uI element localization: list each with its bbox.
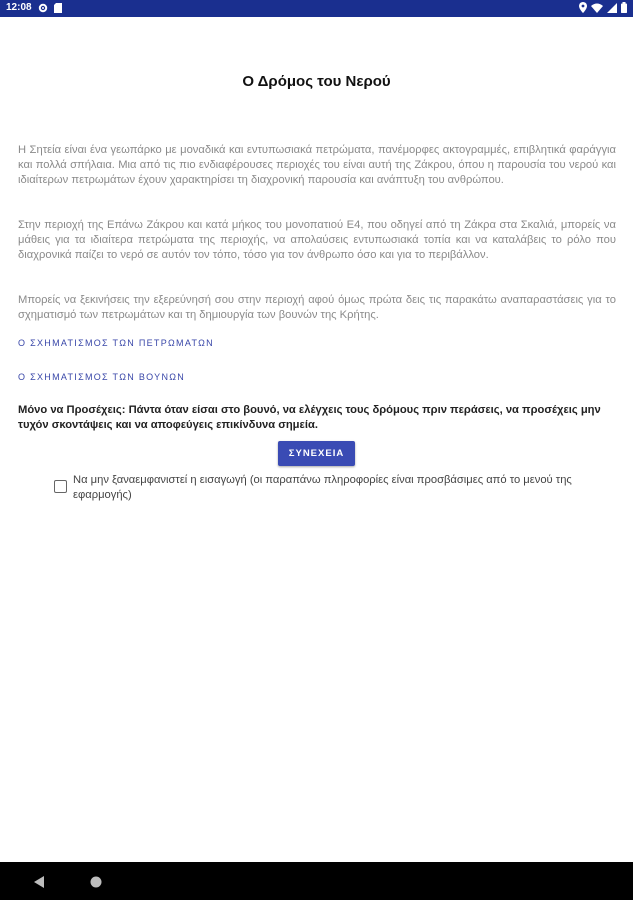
dont-show-again-label[interactable]: Να μην ξαναεμφανιστεί η εισαγωγή (οι παραπάνω πληροφορίες είναι προσβάσιμες από το μενού της εφαρμογής): [73, 474, 572, 501]
intro-paragraph-1: Η Σητεία είναι ένα γεωπάρκο με μοναδικά και εντυπωσιακά πετρώματα, πανέμορφες ακτογραμμές, επιβλητικά φαράγγια και πολλά σπήλαια. Μια από τις πιο ενδιαφέρουσες περιοχές του είναι αυτή της Ζάκρου, όπου η παρουσία του νερού και ιδιαίτερων πετρωμάτων έχουν χαρακτηρίσει τη διαχρονική παρουσία και ανάπτυξη του ανθρώπου.: [18, 144, 616, 186]
location-icon: [579, 2, 587, 13]
status-bar: [0, 0, 633, 17]
sd-card-icon: [54, 3, 62, 13]
battery-icon: [621, 2, 627, 13]
page-title: Ο Δρόμος του Νερού: [242, 73, 391, 90]
status-time: 12:08: [6, 2, 32, 13]
home-icon[interactable]: [90, 875, 102, 893]
wifi-icon: [591, 3, 603, 13]
continue-button[interactable]: ΣΥΝΕΧΕΙΑ: [278, 441, 355, 466]
navigation-bar: [0, 862, 633, 900]
intro-paragraph-3: Μπορείς να ξεκινήσεις την εξερεύνησή σου στην περιοχή αφού όμως πρώτα δεις τις παρακάτω αναπαραστάσεις για το σχηματισμό των πετρωμάτων και τη δημιουργία των βουνών της Κρήτης.: [18, 294, 616, 321]
safety-warning: Μόνο να Προσέχεις: Πάντα όταν είσαι στο βουνό, να ελέγχεις τους δρόμους πριν περάσεις, να προσέχεις μην τυχόν σκοντάψεις και να αποφεύγεις επικίνδυνα σημεία.: [18, 404, 601, 431]
mountain-formation-link[interactable]: Ο ΣΧΗΜΑΤΙΣΜΟΣ ΤΩΝ ΒΟΥΝΩΝ: [18, 372, 186, 382]
dont-show-again-checkbox[interactable]: [54, 480, 67, 493]
intro-paragraph-2: Στην περιοχή της Επάνω Ζάκρου και κατά μήκος του μονοπατιού Ε4, που οδηγεί από τη Ζάκρα στα Σκαλιά, μπορείς να μάθεις για τα ιδιαίτερα πετρώματα της περιοχής, να απολαύσεις εντυπωσιακά τοπία και να καταλάβεις το ρόλο που διαχρονικά παίζει το νερό σε αυτόν τον τόπο, τόσο για τον άνθρωπο όσο και για το περιβάλλον.: [18, 219, 616, 261]
rock-formation-link[interactable]: Ο ΣΧΗΜΑΤΙΣΜΟΣ ΤΩΝ ΠΕΤΡΩΜΑΤΩΝ: [18, 338, 214, 348]
signal-icon: [607, 3, 617, 13]
back-icon[interactable]: [33, 875, 45, 893]
settings-icon: [38, 3, 48, 13]
